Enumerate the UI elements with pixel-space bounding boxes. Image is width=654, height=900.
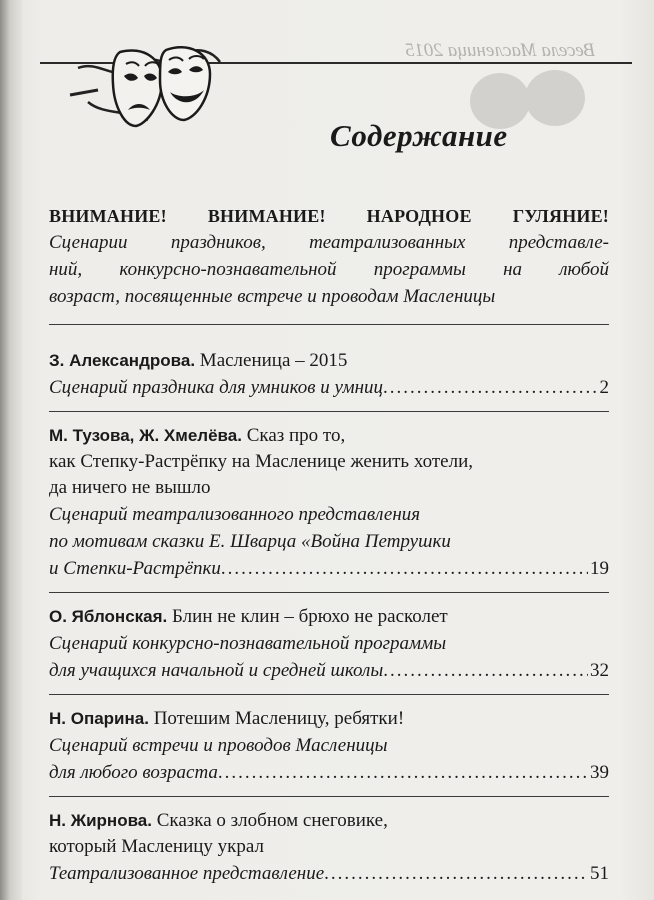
entry-author: Н. Опарина. [49, 709, 149, 728]
toc-entry[interactable] [49, 423, 609, 593]
section-description-line: ний, конкурсно-познавательной программы на любой [49, 259, 609, 280]
toc-entry[interactable] [49, 604, 609, 695]
toc-entry-title [49, 706, 609, 732]
entry-description: и Степки-Растрёпки [49, 558, 221, 579]
entry-work-title: Сказка о злобном снеговике, [156, 810, 388, 831]
toc-entry[interactable] [49, 706, 609, 797]
entry-work-title: Потешим Масленицу, ребятки! [153, 708, 405, 729]
toc-entry-title [49, 423, 609, 449]
theatre-masks-icon [68, 40, 228, 130]
dot-leader [383, 374, 597, 401]
dot-leader [218, 759, 588, 786]
toc-entry[interactable] [49, 808, 609, 887]
entry-page-number: 19 [590, 558, 609, 579]
entry-page-number: 32 [590, 660, 609, 681]
toc-entry[interactable] [49, 336, 609, 412]
section-description-line: возраст, посвященные встрече и проводам Масленицы [49, 286, 496, 307]
entry-author: Н. Жирнова. [49, 811, 152, 830]
entry-description: Сценарий встречи и проводов Масленицы [49, 735, 388, 756]
entry-description: по мотивам сказки Е. Шварца «Война Петрушки [49, 531, 451, 552]
page-title: Содержание [330, 118, 508, 153]
entry-description: Сценарий театрализованного представления [49, 504, 421, 525]
toc-entry-page-line [49, 657, 609, 684]
entry-author: З. Александрова. [49, 351, 196, 370]
toc-entry-page-line [49, 860, 609, 887]
toc-entry-page-line [49, 759, 609, 786]
dot-leader [221, 555, 588, 582]
book-gutter [0, 0, 22, 900]
entry-work-title: как Степку-Растрёпку на Масленице женить хотели, [49, 451, 473, 472]
toc-entry-title [49, 348, 609, 374]
entry-page-number: 39 [590, 762, 609, 783]
entry-author: М. Тузова, Ж. Хмелёва. [49, 426, 242, 445]
toc-entry-title [49, 604, 609, 630]
entry-page-number: 51 [590, 863, 609, 884]
entry-work-title: который Масленицу украл [49, 836, 264, 857]
entry-work-title: да ничего не вышло [49, 477, 211, 498]
dot-leader [324, 860, 588, 887]
entry-description: для любого возраста [49, 762, 218, 783]
dot-leader [383, 657, 588, 684]
entry-work-title: Блин не клин – брюхо не расколет [172, 606, 448, 627]
table-of-contents [49, 203, 609, 887]
entry-author: О. Яблонская. [49, 607, 168, 626]
entry-description: Сценарий конкурсно-познавательной программы [49, 633, 447, 654]
running-head: Весела Масленица 2015 [405, 40, 596, 61]
toc-entry-page-line [49, 374, 609, 401]
entry-description: для учащихся начальной и средней школы [49, 660, 384, 681]
entry-work-title: Масленица – 2015 [199, 350, 348, 371]
entry-description: Театрализованное представление [49, 863, 325, 884]
entry-work-title: Сказ про то, [246, 425, 346, 446]
entry-description: Сценарий праздника для умников и умниц [49, 377, 384, 398]
section-heading: ВНИМАНИЕ! ВНИМАНИЕ! НАРОДНОЕ ГУЛЯНИЕ! [49, 206, 609, 226]
section-description-line: Сценарии праздников, театрализованных представле- [49, 232, 609, 253]
entry-page-number: 2 [599, 377, 609, 398]
toc-section [49, 203, 609, 325]
toc-entry-title [49, 808, 609, 834]
toc-entry-page-line [49, 555, 609, 582]
